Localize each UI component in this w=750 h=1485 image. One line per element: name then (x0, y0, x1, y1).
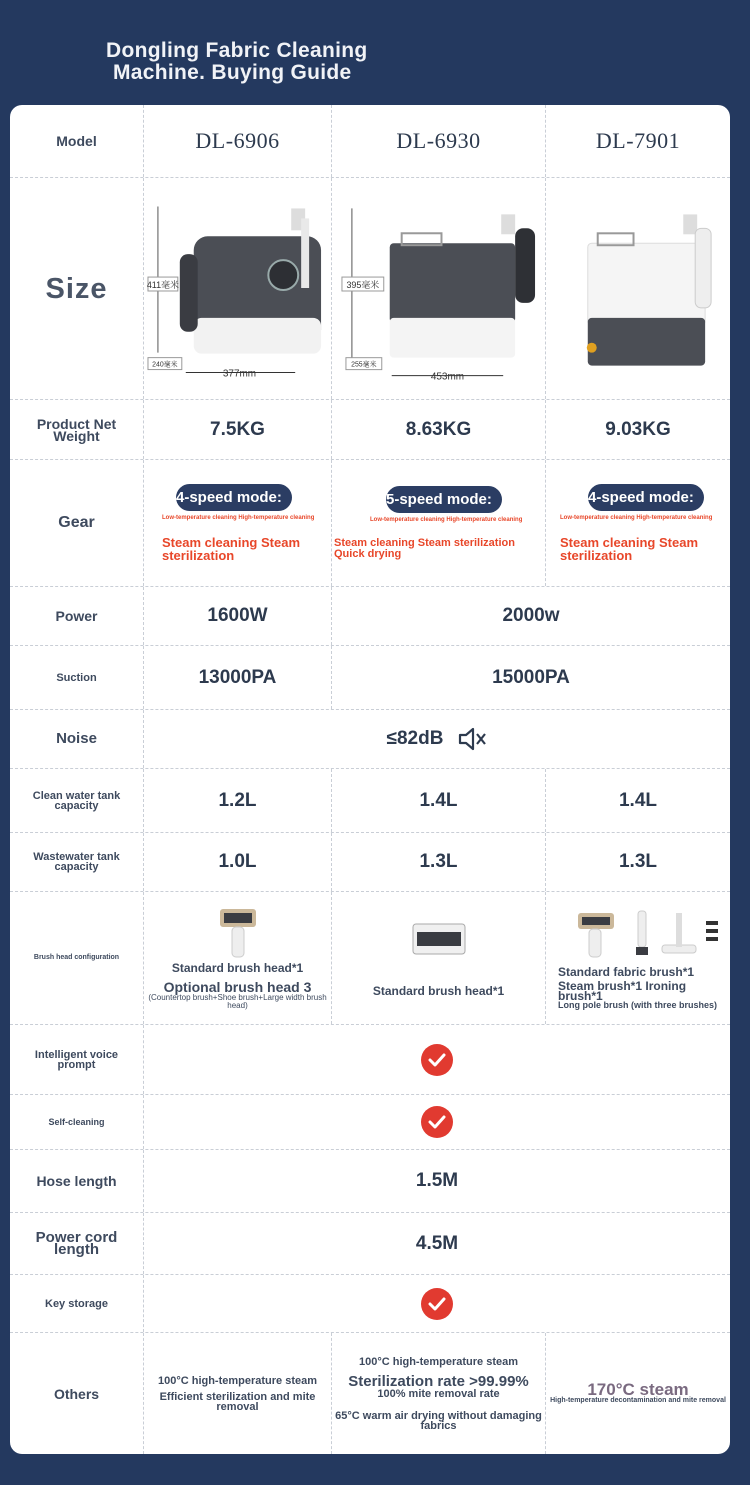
size-cell-2 (331, 178, 545, 399)
cord-value: 4.5M (143, 1213, 730, 1274)
machine-dl-7901-image (546, 178, 730, 400)
row-clean-tank (10, 769, 730, 833)
label-gear: Gear (58, 514, 95, 531)
size-height-1: 411毫米 (146, 279, 179, 290)
check-icon (421, 1106, 453, 1138)
brush-cell-2 (331, 892, 545, 1024)
gear-cell-1 (143, 460, 331, 586)
key-storage-cell (143, 1275, 730, 1332)
mute-speaker-icon (457, 726, 487, 752)
label-weight: Product Net Weight (36, 415, 117, 444)
others-3-b: High-temperature decontamination and mite removal (550, 1396, 726, 1404)
noise-value: ≤82dB (386, 728, 444, 749)
row-weight (10, 400, 730, 460)
gear-mode-pill-1: 4-speed mode: (176, 484, 292, 511)
row-noise (10, 710, 730, 769)
row-key-storage (10, 1275, 730, 1333)
title-line-2: Machine. Buying Guide (113, 61, 352, 84)
label-model: Model (56, 133, 97, 149)
row-gear (10, 460, 730, 587)
gear-big-1: Steam cleaning Steam sterilization (162, 535, 300, 563)
gear-cell-2 (331, 460, 545, 586)
brush-cell-3 (545, 892, 730, 1024)
row-suction (10, 646, 730, 710)
label-cord: Power cord length (35, 1228, 118, 1258)
gear-big-2: Steam cleaning Steam sterilization Quick drying (334, 537, 515, 560)
row-model (10, 105, 730, 178)
others-1-a: 100°C high-temperature steam (157, 1374, 318, 1387)
others-cell-1 (143, 1333, 331, 1454)
suction-dl-6906: 13000PA (143, 646, 331, 709)
others-1-b: Efficient sterilization and mite removal (159, 1390, 316, 1413)
gear-small-2: Low-temperature cleaning High-temperature cleaning (370, 517, 523, 523)
row-size (10, 178, 730, 400)
brush-1-line2: Optional brush head 3 (163, 978, 312, 995)
comparison-table (10, 105, 730, 1454)
machine-dl-6930-image (332, 178, 545, 400)
standard-brush-icon-2 (409, 920, 469, 960)
label-power: Power (55, 608, 98, 624)
row-hose (10, 1150, 730, 1213)
label-key-storage: Key storage (45, 1297, 108, 1310)
weight-dl-6906: 7.5KG (143, 400, 331, 459)
brush-3-note: Long pole brush (with three brushes) (558, 999, 718, 1010)
row-waste-tank (10, 833, 730, 892)
gear-small-3: Low-temperature cleaning High-temperature cleaning (560, 515, 713, 521)
size-depth-1: 240毫米 (152, 361, 178, 369)
model-dl-6906: DL-6906 (143, 105, 331, 177)
gear-mode-pill-3: 4-speed mode: (588, 484, 704, 511)
label-others: Others (53, 1385, 100, 1402)
noise-cell (143, 710, 730, 768)
label-suction: Suction (56, 671, 97, 684)
model-dl-7901: DL-7901 (545, 105, 730, 177)
suction-dl-6930-7901: 15000PA (331, 646, 730, 709)
others-cell-2 (331, 1333, 545, 1454)
size-cell-1 (143, 178, 331, 399)
hose-value: 1.5M (143, 1150, 730, 1212)
others-cell-3 (545, 1333, 730, 1454)
others-2-c: 100% mite removal rate (377, 1387, 500, 1400)
size-height-2: 395毫米 (346, 279, 380, 290)
waste-tank-dl-6930: 1.3L (331, 833, 545, 891)
power-dl-6906: 1600W (143, 587, 331, 645)
row-brush (10, 892, 730, 1025)
others-2-a: 100°C high-temperature steam (358, 1355, 519, 1368)
row-self-cleaning (10, 1095, 730, 1150)
brush-3-line1: Standard fabric brush*1 (558, 964, 695, 979)
model-dl-6930: DL-6930 (331, 105, 545, 177)
brush-1-line1: Standard brush head*1 (171, 960, 304, 975)
brush-set-icon (558, 907, 718, 967)
row-others (10, 1333, 730, 1454)
clean-tank-dl-6906: 1.2L (143, 769, 331, 832)
size-cell-3 (545, 178, 730, 399)
gear-cell-3 (545, 460, 730, 586)
label-size: Size (45, 272, 108, 305)
brush-3-line2: Steam brush*1 Ironing brush*1 (558, 978, 687, 1003)
label-clean-tank: Clean water tank capacity (32, 789, 121, 812)
waste-tank-dl-6906: 1.0L (143, 833, 331, 891)
brush-1-note: (Countertop brush+Shoe brush+Large width brush head) (148, 992, 327, 1010)
label-brush: Brush head configuration (33, 954, 120, 961)
gear-mode-pill-2: 5-speed mode: (386, 486, 502, 513)
others-2-b: Sterilization rate >99.99% (348, 1372, 529, 1390)
size-depth-2: 255毫米 (351, 361, 377, 369)
row-power (10, 587, 730, 646)
self-cleaning-cell (143, 1095, 730, 1149)
row-cord (10, 1213, 730, 1275)
brush-2-line1: Standard brush head*1 (372, 984, 505, 998)
label-voice: Intelligent voice prompt (34, 1048, 119, 1071)
weight-dl-7901: 9.03KG (545, 400, 730, 459)
gear-small-1: Low-temperature cleaning High-temperature cleaning (162, 515, 315, 521)
brush-cell-1 (143, 892, 331, 1024)
row-voice (10, 1025, 730, 1095)
voice-cell (143, 1025, 730, 1094)
label-hose: Hose length (36, 1173, 117, 1189)
size-width-2: 453mm (430, 371, 465, 383)
page-title (106, 40, 368, 84)
label-noise: Noise (56, 730, 97, 747)
others-2-d: 65°C warm air drying without damaging fabrics (335, 1409, 542, 1432)
power-dl-6930-7901: 2000w (331, 587, 730, 645)
weight-dl-6930: 8.63KG (331, 400, 545, 459)
machine-dl-6906-image (144, 178, 331, 400)
title-line-1: Dongling Fabric Cleaning (106, 39, 368, 62)
label-waste-tank: Wastewater tank capacity (33, 851, 120, 873)
others-3-a: 170°C steam (587, 1379, 689, 1399)
waste-tank-dl-7901: 1.3L (545, 833, 730, 891)
clean-tank-dl-7901: 1.4L (545, 769, 730, 832)
standard-brush-icon (218, 907, 258, 959)
clean-tank-dl-6930: 1.4L (331, 769, 545, 832)
gear-big-3: Steam cleaning Steam sterilization (560, 535, 698, 563)
label-self-cleaning: Self-cleaning (48, 1117, 105, 1127)
size-width-1: 377mm (222, 368, 257, 380)
check-icon (421, 1044, 453, 1076)
check-icon (421, 1288, 453, 1320)
